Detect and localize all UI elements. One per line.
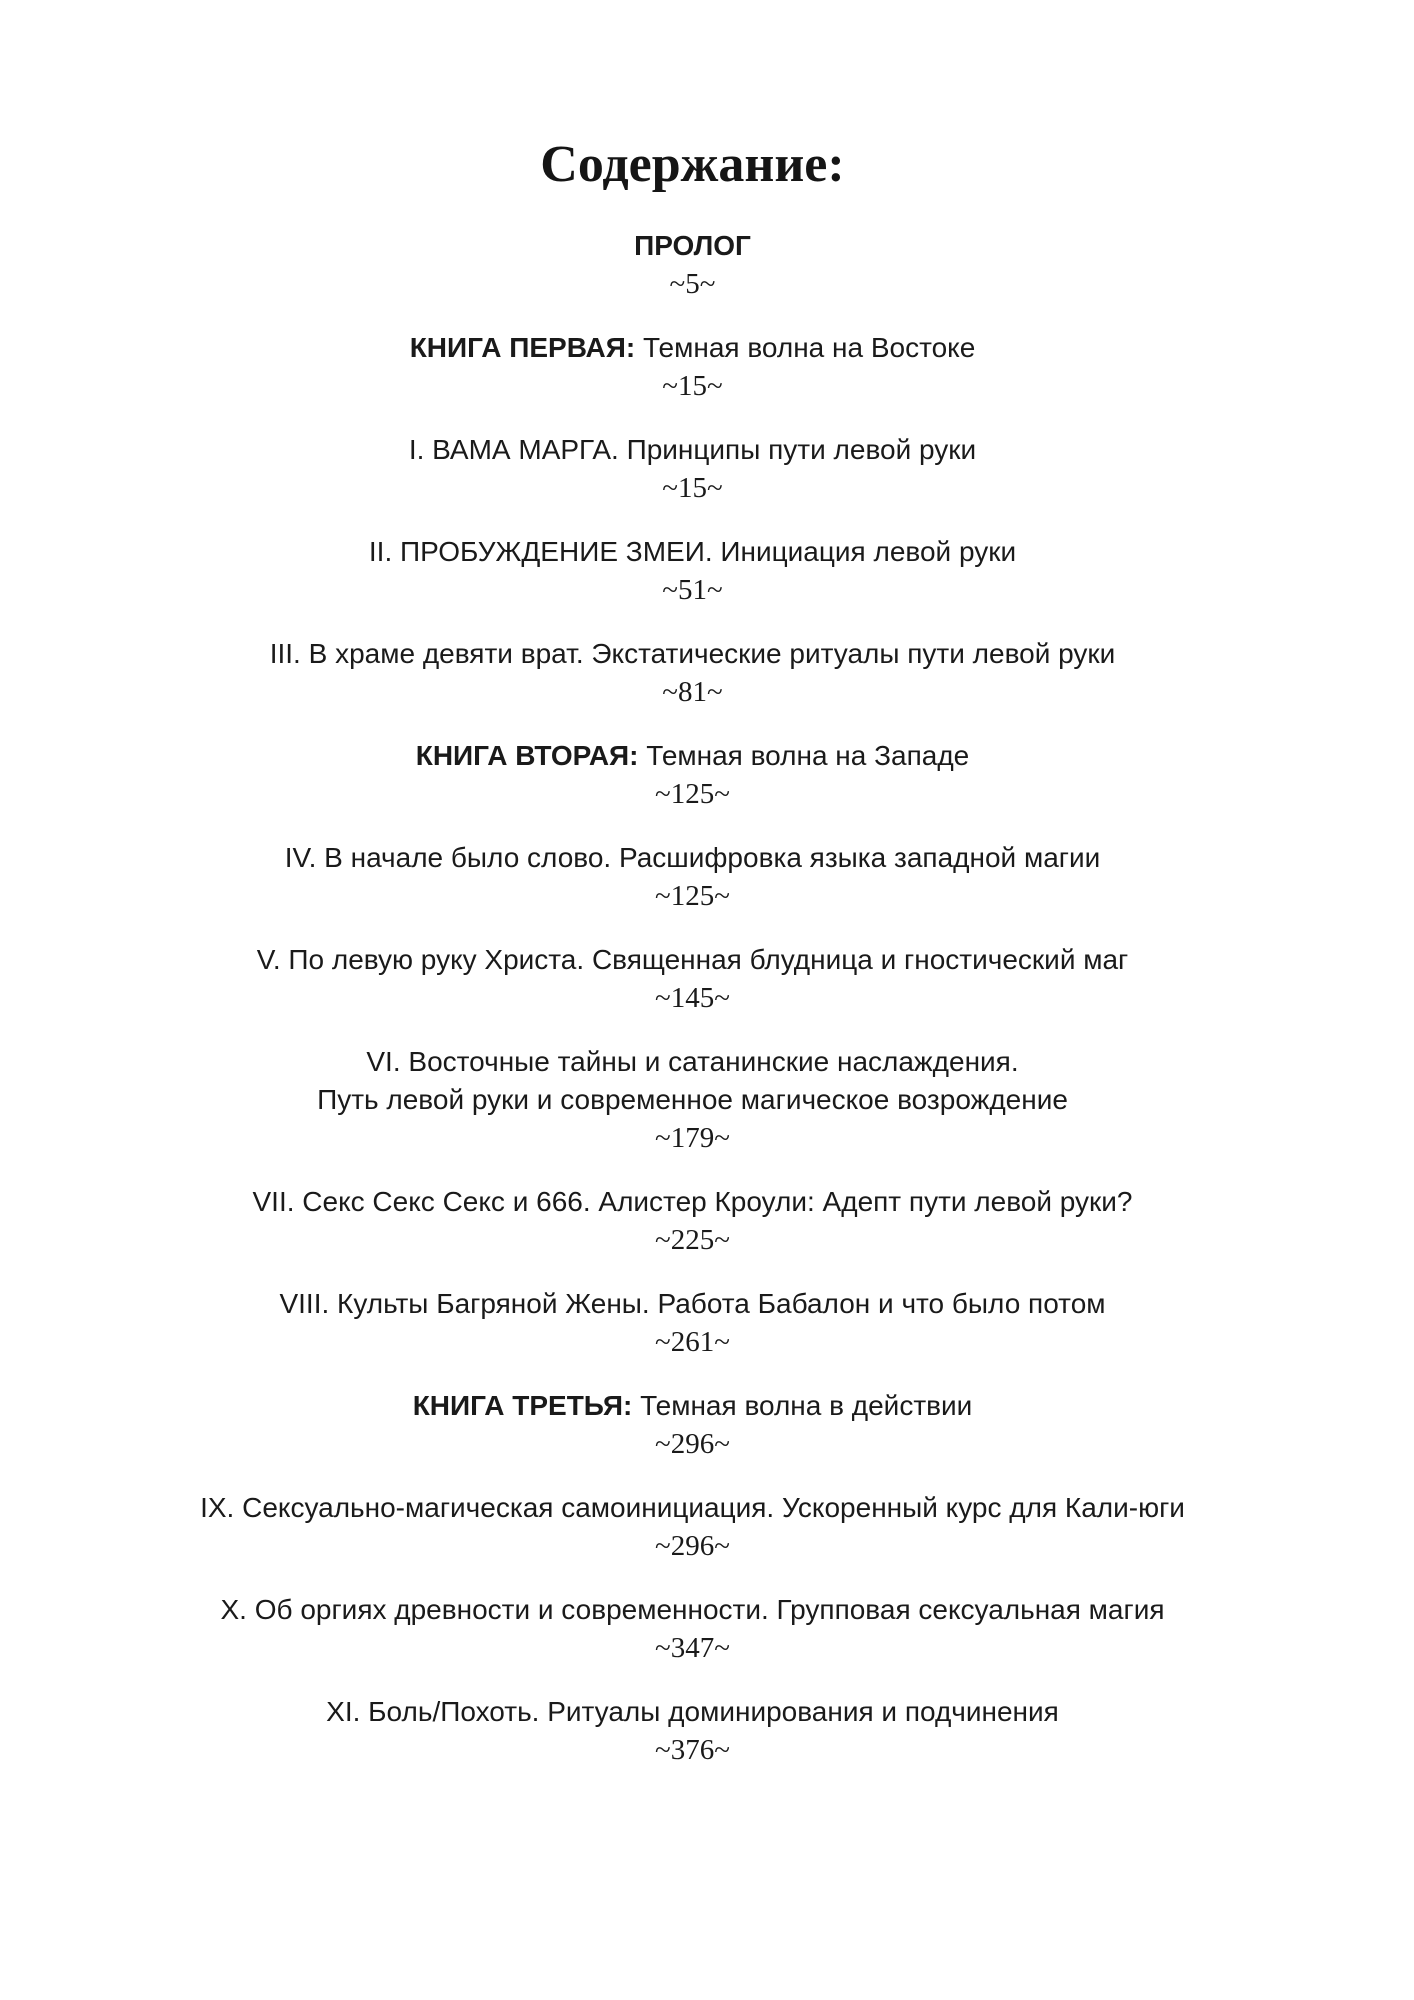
toc-entry-text: X. Об оргиях древности и современности. Групповая сексуальная магия	[220, 1594, 1165, 1625]
toc-entry	[0, 1693, 1385, 1795]
toc-entry	[0, 1387, 1385, 1489]
toc-book-label: КНИГА ТРЕТЬЯ:	[412, 1390, 633, 1421]
toc-page-number: ~296~	[655, 1530, 730, 1562]
toc-page-number: ~145~	[655, 982, 730, 1014]
toc-entry	[0, 1489, 1385, 1591]
toc-entry-text: V. По левую руку Христа. Священная блудница и гностический маг	[256, 944, 1129, 975]
toc-entry-text: III. В храме девяти врат. Экстатические ритуалы пути левой руки	[269, 638, 1116, 669]
toc-entry-title	[0, 1591, 1385, 1629]
toc-entry	[0, 941, 1385, 1043]
toc-entry-text: II. ПРОБУЖДЕНИЕ ЗМЕИ. Инициация левой руки	[368, 536, 1017, 567]
toc-entry-title	[0, 1489, 1385, 1527]
toc-page-number: ~15~	[662, 370, 723, 402]
toc-entry-text: XI. Боль/Похоть. Ритуалы доминирования и подчинения	[326, 1696, 1059, 1727]
toc-entry	[0, 737, 1385, 839]
toc-page-number: ~225~	[655, 1224, 730, 1256]
toc-entry-title	[0, 329, 1385, 367]
toc-page-number: ~179~	[655, 1122, 730, 1154]
toc-entry-title	[0, 1043, 1385, 1081]
toc-entry	[0, 1183, 1385, 1285]
toc-entry-title	[0, 635, 1385, 673]
toc-entry-text: Темная волна в действии	[632, 1390, 973, 1421]
toc-entry	[0, 839, 1385, 941]
toc-page-number: ~81~	[662, 676, 723, 708]
toc-entry-title	[0, 839, 1385, 877]
toc-entry-text: IV. В начале было слово. Расшифровка языка западной магии	[284, 842, 1101, 873]
toc-entry-text: VII. Секс Секс Секс и 666. Алистер Кроули: Адепт пути левой руки?	[252, 1186, 1133, 1217]
toc-entry	[0, 533, 1385, 635]
toc-entry	[0, 227, 1385, 329]
toc-entry-title	[0, 1693, 1385, 1731]
toc-entry-text: VIII. Культы Багряной Жены. Работа Бабалон и что было потом	[279, 1288, 1106, 1319]
toc-entry-title	[0, 533, 1385, 571]
toc-entry	[0, 329, 1385, 431]
toc-entry-text: Путь левой руки и современное магическое возрождение	[317, 1084, 1068, 1115]
toc-entry-text: IX. Сексуально-магическая самоинициация. Ускоренный курс для Кали-юги	[200, 1492, 1185, 1523]
table-of-contents	[0, 227, 1385, 1795]
toc-entry	[0, 1285, 1385, 1387]
toc-book-label: ПРОЛОГ	[634, 230, 751, 261]
toc-entry	[0, 635, 1385, 737]
toc-entry	[0, 1591, 1385, 1693]
toc-entry-text: Темная волна на Востоке	[635, 332, 976, 363]
toc-page-number: ~347~	[655, 1632, 730, 1664]
toc-entry-text: I. ВАМА МАРГА. Принципы пути левой руки	[408, 434, 977, 465]
toc-entry	[0, 1043, 1385, 1183]
toc-page-number: ~51~	[662, 574, 723, 606]
toc-page-number: ~376~	[655, 1734, 730, 1766]
toc-entry-text: VI. Восточные тайны и сатанинские наслаждения.	[366, 1046, 1019, 1077]
toc-page-number: ~125~	[655, 778, 730, 810]
toc-entry-title	[0, 1081, 1385, 1119]
toc-entry-title	[0, 1183, 1385, 1221]
toc-entry	[0, 431, 1385, 533]
toc-entry-title	[0, 1387, 1385, 1425]
toc-page-number: ~5~	[669, 268, 716, 300]
toc-entry-title	[0, 1285, 1385, 1323]
toc-entry-title	[0, 941, 1385, 979]
toc-entry-text: Темная волна на Западе	[638, 740, 970, 771]
toc-entry-title	[0, 737, 1385, 775]
toc-entry-title	[0, 227, 1385, 265]
toc-entry-title	[0, 431, 1385, 469]
toc-book-label: КНИГА ПЕРВАЯ:	[409, 332, 636, 363]
toc-page-number: ~125~	[655, 880, 730, 912]
page-title: Содержание:	[540, 136, 845, 193]
toc-page-number: ~296~	[655, 1428, 730, 1460]
toc-page-number: ~261~	[655, 1326, 730, 1358]
toc-page-number: ~15~	[662, 472, 723, 504]
toc-book-label: КНИГА ВТОРАЯ:	[415, 740, 639, 771]
